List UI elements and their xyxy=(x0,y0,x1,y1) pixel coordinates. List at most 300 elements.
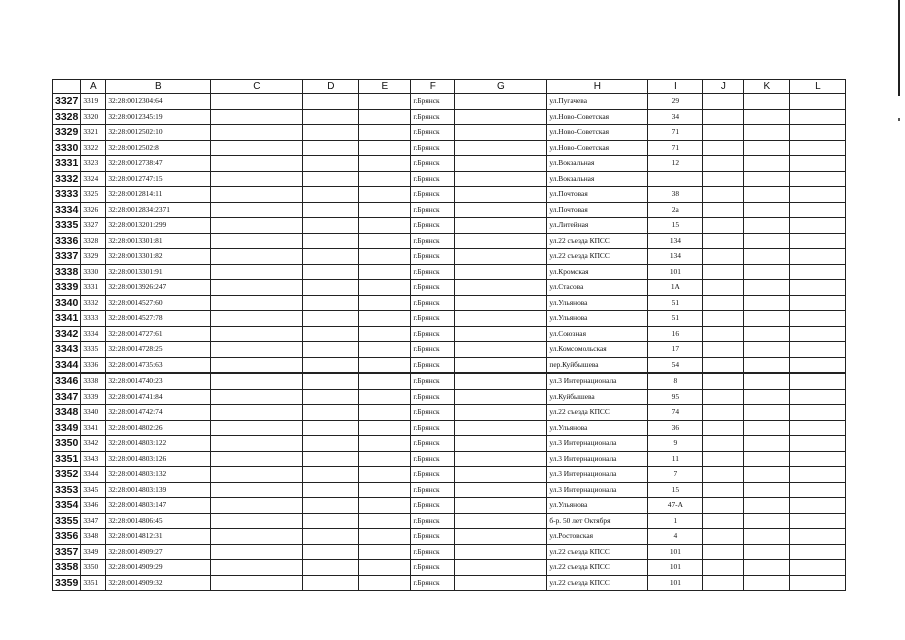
cell-cadastral-number[interactable]: 32:28:0012502:10 xyxy=(106,125,211,141)
cell-d[interactable] xyxy=(303,264,359,280)
cell-e[interactable] xyxy=(359,498,411,514)
cell-house-number[interactable]: 71 xyxy=(648,125,703,141)
cell-c[interactable] xyxy=(211,575,303,591)
cell-l[interactable] xyxy=(790,467,846,483)
cell-house-number[interactable]: 38 xyxy=(648,187,703,203)
cell-cadastral-number[interactable]: 32:28:0014727:61 xyxy=(106,326,211,342)
cell-k[interactable] xyxy=(744,264,790,280)
cell-c[interactable] xyxy=(211,125,303,141)
cell-k[interactable] xyxy=(744,498,790,514)
cell-street[interactable]: ул.Ульянова xyxy=(547,311,648,327)
cell-street[interactable]: ул.3 Интернационала xyxy=(547,373,648,389)
cell-c[interactable] xyxy=(211,295,303,311)
cell-e[interactable] xyxy=(359,575,411,591)
cell-street[interactable]: ул.Ново-Советская xyxy=(547,125,648,141)
cell-a[interactable]: 3342 xyxy=(81,436,106,452)
cell-k[interactable] xyxy=(744,529,790,545)
cell-e[interactable] xyxy=(359,560,411,576)
cell-a[interactable]: 3325 xyxy=(81,187,106,203)
cell-k[interactable] xyxy=(744,575,790,591)
cell-house-number[interactable]: 7 xyxy=(648,467,703,483)
cell-c[interactable] xyxy=(211,405,303,421)
cell-d[interactable] xyxy=(303,171,359,187)
cell-k[interactable] xyxy=(744,156,790,172)
row-number[interactable]: 3330 xyxy=(53,140,81,156)
row-number[interactable]: 3341 xyxy=(53,311,81,327)
cell-c[interactable] xyxy=(211,140,303,156)
cell-g[interactable] xyxy=(455,513,547,529)
cell-j[interactable] xyxy=(703,264,744,280)
cell-house-number[interactable]: 134 xyxy=(648,233,703,249)
cell-house-number[interactable]: 29 xyxy=(648,94,703,110)
cell-city[interactable]: г.Брянск xyxy=(411,125,455,141)
cell-cadastral-number[interactable]: 32:28:0012502:8 xyxy=(106,140,211,156)
column-header-d[interactable]: D xyxy=(303,80,359,94)
cell-city[interactable]: г.Брянск xyxy=(411,295,455,311)
cell-k[interactable] xyxy=(744,420,790,436)
cell-l[interactable] xyxy=(790,357,846,373)
cell-g[interactable] xyxy=(455,544,547,560)
cell-c[interactable] xyxy=(211,560,303,576)
cell-e[interactable] xyxy=(359,218,411,234)
cell-a[interactable]: 3345 xyxy=(81,482,106,498)
cell-city[interactable]: г.Брянск xyxy=(411,560,455,576)
cell-cadastral-number[interactable]: 32:28:0014803:139 xyxy=(106,482,211,498)
cell-c[interactable] xyxy=(211,451,303,467)
cell-house-number[interactable]: 51 xyxy=(648,311,703,327)
cell-city[interactable]: г.Брянск xyxy=(411,326,455,342)
cell-d[interactable] xyxy=(303,295,359,311)
cell-l[interactable] xyxy=(790,420,846,436)
cell-g[interactable] xyxy=(455,389,547,405)
cell-l[interactable] xyxy=(790,560,846,576)
cell-k[interactable] xyxy=(744,326,790,342)
cell-a[interactable]: 3319 xyxy=(81,94,106,110)
cell-k[interactable] xyxy=(744,109,790,125)
column-header-a[interactable]: A xyxy=(81,80,106,94)
row-number[interactable]: 3343 xyxy=(53,342,81,358)
cell-a[interactable]: 3329 xyxy=(81,249,106,265)
cell-j[interactable] xyxy=(703,389,744,405)
cell-cadastral-number[interactable]: 32:28:0012747:15 xyxy=(106,171,211,187)
row-number[interactable]: 3339 xyxy=(53,280,81,296)
cell-house-number[interactable]: 15 xyxy=(648,482,703,498)
row-number[interactable]: 3356 xyxy=(53,529,81,545)
cell-a[interactable]: 3343 xyxy=(81,451,106,467)
cell-house-number[interactable]: 9 xyxy=(648,436,703,452)
cell-cadastral-number[interactable]: 32:28:0013201:299 xyxy=(106,218,211,234)
cell-street[interactable]: ул.Куйбышева xyxy=(547,389,648,405)
cell-c[interactable] xyxy=(211,357,303,373)
column-header-h[interactable]: H xyxy=(547,80,648,94)
cell-house-number[interactable]: 15 xyxy=(648,218,703,234)
cell-l[interactable] xyxy=(790,280,846,296)
cell-l[interactable] xyxy=(790,513,846,529)
cell-k[interactable] xyxy=(744,513,790,529)
cell-j[interactable] xyxy=(703,436,744,452)
cell-c[interactable] xyxy=(211,373,303,389)
cell-k[interactable] xyxy=(744,451,790,467)
cell-d[interactable] xyxy=(303,467,359,483)
cell-street[interactable]: ул.Ростовская xyxy=(547,529,648,545)
cell-street[interactable]: ул.Ульянова xyxy=(547,498,648,514)
cell-d[interactable] xyxy=(303,218,359,234)
cell-k[interactable] xyxy=(744,94,790,110)
cell-e[interactable] xyxy=(359,513,411,529)
cell-e[interactable] xyxy=(359,171,411,187)
cell-e[interactable] xyxy=(359,405,411,421)
cell-j[interactable] xyxy=(703,280,744,296)
cell-j[interactable] xyxy=(703,405,744,421)
cell-d[interactable] xyxy=(303,513,359,529)
cell-street[interactable]: ул.Стасова xyxy=(547,280,648,296)
corner-cell[interactable] xyxy=(53,80,81,94)
cell-k[interactable] xyxy=(744,560,790,576)
cell-street[interactable]: ул.22 съезда КПСС xyxy=(547,233,648,249)
cell-c[interactable] xyxy=(211,420,303,436)
cell-city[interactable]: г.Брянск xyxy=(411,373,455,389)
cell-g[interactable] xyxy=(455,357,547,373)
row-number[interactable]: 3344 xyxy=(53,357,81,373)
cell-k[interactable] xyxy=(744,482,790,498)
cell-k[interactable] xyxy=(744,436,790,452)
cell-c[interactable] xyxy=(211,342,303,358)
cell-cadastral-number[interactable]: 32:28:0012304:64 xyxy=(106,94,211,110)
cell-a[interactable]: 3338 xyxy=(81,373,106,389)
cell-cadastral-number[interactable]: 32:28:0012738:47 xyxy=(106,156,211,172)
cell-e[interactable] xyxy=(359,451,411,467)
cell-k[interactable] xyxy=(744,357,790,373)
cell-cadastral-number[interactable]: 32:28:0014803:147 xyxy=(106,498,211,514)
cell-city[interactable]: г.Брянск xyxy=(411,498,455,514)
cell-a[interactable]: 3331 xyxy=(81,280,106,296)
cell-street[interactable]: ул.22 съезда КПСС xyxy=(547,249,648,265)
row-number[interactable]: 3336 xyxy=(53,233,81,249)
cell-street[interactable]: ул.Пугачева xyxy=(547,94,648,110)
cell-c[interactable] xyxy=(211,498,303,514)
cell-k[interactable] xyxy=(744,187,790,203)
cell-c[interactable] xyxy=(211,389,303,405)
cell-cadastral-number[interactable]: 32:28:0014803:126 xyxy=(106,451,211,467)
cell-e[interactable] xyxy=(359,125,411,141)
row-number[interactable]: 3335 xyxy=(53,218,81,234)
cell-j[interactable] xyxy=(703,202,744,218)
cell-cadastral-number[interactable]: 32:28:0012814:11 xyxy=(106,187,211,203)
cell-d[interactable] xyxy=(303,405,359,421)
row-number[interactable]: 3333 xyxy=(53,187,81,203)
cell-street[interactable]: ул.Ульянова xyxy=(547,295,648,311)
column-header-l[interactable]: L xyxy=(790,80,846,94)
cell-g[interactable] xyxy=(455,171,547,187)
cell-d[interactable] xyxy=(303,560,359,576)
cell-a[interactable]: 3332 xyxy=(81,295,106,311)
cell-a[interactable]: 3348 xyxy=(81,529,106,545)
row-number[interactable]: 3354 xyxy=(53,498,81,514)
cell-g[interactable] xyxy=(455,249,547,265)
cell-e[interactable] xyxy=(359,156,411,172)
row-number[interactable]: 3349 xyxy=(53,420,81,436)
cell-a[interactable]: 3330 xyxy=(81,264,106,280)
cell-l[interactable] xyxy=(790,156,846,172)
row-number[interactable]: 3334 xyxy=(53,202,81,218)
cell-j[interactable] xyxy=(703,218,744,234)
cell-e[interactable] xyxy=(359,109,411,125)
cell-house-number[interactable]: 101 xyxy=(648,264,703,280)
cell-city[interactable]: г.Брянск xyxy=(411,575,455,591)
cell-cadastral-number[interactable]: 32:28:0014527:60 xyxy=(106,295,211,311)
cell-street[interactable]: ул.3 Интернационала xyxy=(547,436,648,452)
cell-a[interactable]: 3351 xyxy=(81,575,106,591)
cell-d[interactable] xyxy=(303,94,359,110)
cell-e[interactable] xyxy=(359,357,411,373)
cell-city[interactable]: г.Брянск xyxy=(411,451,455,467)
cell-e[interactable] xyxy=(359,311,411,327)
cell-g[interactable] xyxy=(455,373,547,389)
cell-l[interactable] xyxy=(790,264,846,280)
cell-l[interactable] xyxy=(790,342,846,358)
cell-city[interactable]: г.Брянск xyxy=(411,405,455,421)
column-header-i[interactable]: I xyxy=(648,80,703,94)
cell-d[interactable] xyxy=(303,498,359,514)
cell-street[interactable]: ул.Ново-Советская xyxy=(547,109,648,125)
column-header-e[interactable]: E xyxy=(359,80,411,94)
cell-city[interactable]: г.Брянск xyxy=(411,218,455,234)
cell-cadastral-number[interactable]: 32:28:0013926:247 xyxy=(106,280,211,296)
cell-j[interactable] xyxy=(703,513,744,529)
cell-d[interactable] xyxy=(303,436,359,452)
cell-city[interactable]: г.Брянск xyxy=(411,94,455,110)
cell-k[interactable] xyxy=(744,140,790,156)
cell-house-number[interactable]: 11 xyxy=(648,451,703,467)
row-number[interactable]: 3353 xyxy=(53,482,81,498)
cell-j[interactable] xyxy=(703,342,744,358)
cell-d[interactable] xyxy=(303,156,359,172)
cell-c[interactable] xyxy=(211,94,303,110)
column-header-c[interactable]: C xyxy=(211,80,303,94)
cell-l[interactable] xyxy=(790,482,846,498)
cell-k[interactable] xyxy=(744,342,790,358)
cell-d[interactable] xyxy=(303,451,359,467)
row-number[interactable]: 3357 xyxy=(53,544,81,560)
cell-e[interactable] xyxy=(359,389,411,405)
cell-c[interactable] xyxy=(211,109,303,125)
cell-street[interactable]: пер.Куйбышева xyxy=(547,357,648,373)
cell-g[interactable] xyxy=(455,156,547,172)
cell-a[interactable]: 3335 xyxy=(81,342,106,358)
row-number[interactable]: 3328 xyxy=(53,109,81,125)
cell-c[interactable] xyxy=(211,513,303,529)
cell-g[interactable] xyxy=(455,420,547,436)
cell-l[interactable] xyxy=(790,140,846,156)
row-number[interactable]: 3342 xyxy=(53,326,81,342)
cell-g[interactable] xyxy=(455,295,547,311)
cell-k[interactable] xyxy=(744,467,790,483)
cell-cadastral-number[interactable]: 32:28:0014728:25 xyxy=(106,342,211,358)
cell-k[interactable] xyxy=(744,311,790,327)
cell-city[interactable]: г.Брянск xyxy=(411,482,455,498)
cell-city[interactable]: г.Брянск xyxy=(411,202,455,218)
cell-house-number[interactable]: 101 xyxy=(648,575,703,591)
cell-e[interactable] xyxy=(359,326,411,342)
cell-d[interactable] xyxy=(303,420,359,436)
cell-g[interactable] xyxy=(455,202,547,218)
cell-city[interactable]: г.Брянск xyxy=(411,513,455,529)
cell-j[interactable] xyxy=(703,156,744,172)
cell-house-number[interactable]: 36 xyxy=(648,420,703,436)
row-number[interactable]: 3332 xyxy=(53,171,81,187)
cell-d[interactable] xyxy=(303,529,359,545)
cell-city[interactable]: г.Брянск xyxy=(411,544,455,560)
cell-cadastral-number[interactable]: 32:28:0014740:23 xyxy=(106,373,211,389)
cell-city[interactable]: г.Брянск xyxy=(411,264,455,280)
cell-d[interactable] xyxy=(303,544,359,560)
column-header-j[interactable]: J xyxy=(703,80,744,94)
row-number[interactable]: 3350 xyxy=(53,436,81,452)
cell-j[interactable] xyxy=(703,171,744,187)
row-number[interactable]: 3331 xyxy=(53,156,81,172)
cell-j[interactable] xyxy=(703,326,744,342)
cell-house-number[interactable]: 101 xyxy=(648,544,703,560)
cell-g[interactable] xyxy=(455,436,547,452)
cell-l[interactable] xyxy=(790,202,846,218)
cell-l[interactable] xyxy=(790,373,846,389)
cell-e[interactable] xyxy=(359,342,411,358)
cell-house-number[interactable]: 8 xyxy=(648,373,703,389)
cell-g[interactable] xyxy=(455,264,547,280)
cell-city[interactable]: г.Брянск xyxy=(411,171,455,187)
cell-j[interactable] xyxy=(703,109,744,125)
cell-a[interactable]: 3334 xyxy=(81,326,106,342)
cell-cadastral-number[interactable]: 32:28:0014806:45 xyxy=(106,513,211,529)
cell-j[interactable] xyxy=(703,311,744,327)
cell-j[interactable] xyxy=(703,187,744,203)
cell-a[interactable]: 3344 xyxy=(81,467,106,483)
cell-g[interactable] xyxy=(455,467,547,483)
row-number[interactable]: 3358 xyxy=(53,560,81,576)
cell-g[interactable] xyxy=(455,125,547,141)
cell-d[interactable] xyxy=(303,482,359,498)
cell-cadastral-number[interactable]: 32:28:0013301:82 xyxy=(106,249,211,265)
cell-a[interactable]: 3326 xyxy=(81,202,106,218)
cell-g[interactable] xyxy=(455,326,547,342)
cell-d[interactable] xyxy=(303,187,359,203)
cell-e[interactable] xyxy=(359,482,411,498)
cell-cadastral-number[interactable]: 32:28:0013301:91 xyxy=(106,264,211,280)
cell-e[interactable] xyxy=(359,420,411,436)
cell-a[interactable]: 3350 xyxy=(81,560,106,576)
cell-l[interactable] xyxy=(790,295,846,311)
row-number[interactable]: 3329 xyxy=(53,125,81,141)
cell-j[interactable] xyxy=(703,544,744,560)
cell-d[interactable] xyxy=(303,311,359,327)
cell-street[interactable]: ул.22 съезда КПСС xyxy=(547,560,648,576)
cell-cadastral-number[interactable]: 32:28:0014735:63 xyxy=(106,357,211,373)
cell-j[interactable] xyxy=(703,295,744,311)
cell-city[interactable]: г.Брянск xyxy=(411,357,455,373)
column-header-f[interactable]: F xyxy=(411,80,455,94)
cell-house-number[interactable]: 74 xyxy=(648,405,703,421)
cell-k[interactable] xyxy=(744,125,790,141)
cell-j[interactable] xyxy=(703,529,744,545)
cell-city[interactable]: г.Брянск xyxy=(411,249,455,265)
cell-d[interactable] xyxy=(303,233,359,249)
cell-a[interactable]: 3340 xyxy=(81,405,106,421)
row-number[interactable]: 3337 xyxy=(53,249,81,265)
cell-k[interactable] xyxy=(744,373,790,389)
row-number[interactable]: 3348 xyxy=(53,405,81,421)
column-header-g[interactable]: G xyxy=(455,80,547,94)
cell-l[interactable] xyxy=(790,218,846,234)
cell-k[interactable] xyxy=(744,233,790,249)
cell-g[interactable] xyxy=(455,575,547,591)
cell-house-number[interactable] xyxy=(648,171,703,187)
cell-j[interactable] xyxy=(703,420,744,436)
cell-e[interactable] xyxy=(359,202,411,218)
cell-g[interactable] xyxy=(455,233,547,249)
cell-city[interactable]: г.Брянск xyxy=(411,389,455,405)
cell-cadastral-number[interactable]: 32:28:0014909:29 xyxy=(106,560,211,576)
cell-c[interactable] xyxy=(211,529,303,545)
cell-street[interactable]: ул.3 Интернационала xyxy=(547,467,648,483)
cell-e[interactable] xyxy=(359,436,411,452)
cell-a[interactable]: 3339 xyxy=(81,389,106,405)
row-number[interactable]: 3340 xyxy=(53,295,81,311)
cell-city[interactable]: г.Брянск xyxy=(411,311,455,327)
cell-street[interactable]: б-р. 50 лет Октября xyxy=(547,513,648,529)
cell-cadastral-number[interactable]: 32:28:0014742:74 xyxy=(106,405,211,421)
cell-k[interactable] xyxy=(744,202,790,218)
cell-d[interactable] xyxy=(303,280,359,296)
cell-g[interactable] xyxy=(455,94,547,110)
cell-cadastral-number[interactable]: 32:28:0014803:132 xyxy=(106,467,211,483)
cell-j[interactable] xyxy=(703,94,744,110)
cell-l[interactable] xyxy=(790,311,846,327)
cell-a[interactable]: 3323 xyxy=(81,156,106,172)
cell-l[interactable] xyxy=(790,451,846,467)
cell-k[interactable] xyxy=(744,249,790,265)
cell-d[interactable] xyxy=(303,202,359,218)
cell-j[interactable] xyxy=(703,451,744,467)
cell-j[interactable] xyxy=(703,498,744,514)
row-number[interactable]: 3347 xyxy=(53,389,81,405)
cell-city[interactable]: г.Брянск xyxy=(411,140,455,156)
cell-j[interactable] xyxy=(703,233,744,249)
cell-a[interactable]: 3324 xyxy=(81,171,106,187)
cell-a[interactable]: 3341 xyxy=(81,420,106,436)
cell-street[interactable]: ул.Вокзальная xyxy=(547,156,648,172)
cell-a[interactable]: 3346 xyxy=(81,498,106,514)
cell-g[interactable] xyxy=(455,280,547,296)
cell-j[interactable] xyxy=(703,140,744,156)
cell-house-number[interactable]: 1А xyxy=(648,280,703,296)
cell-house-number[interactable]: 16 xyxy=(648,326,703,342)
cell-e[interactable] xyxy=(359,544,411,560)
column-header-b[interactable]: B xyxy=(106,80,211,94)
cell-house-number[interactable]: 71 xyxy=(648,140,703,156)
cell-l[interactable] xyxy=(790,125,846,141)
row-number[interactable]: 3327 xyxy=(53,94,81,110)
cell-j[interactable] xyxy=(703,482,744,498)
cell-l[interactable] xyxy=(790,326,846,342)
cell-e[interactable] xyxy=(359,94,411,110)
cell-g[interactable] xyxy=(455,405,547,421)
cell-k[interactable] xyxy=(744,405,790,421)
cell-a[interactable]: 3327 xyxy=(81,218,106,234)
cell-street[interactable]: ул.Литейная xyxy=(547,218,648,234)
cell-k[interactable] xyxy=(744,295,790,311)
cell-e[interactable] xyxy=(359,233,411,249)
cell-street[interactable]: ул.Вокзальная xyxy=(547,171,648,187)
